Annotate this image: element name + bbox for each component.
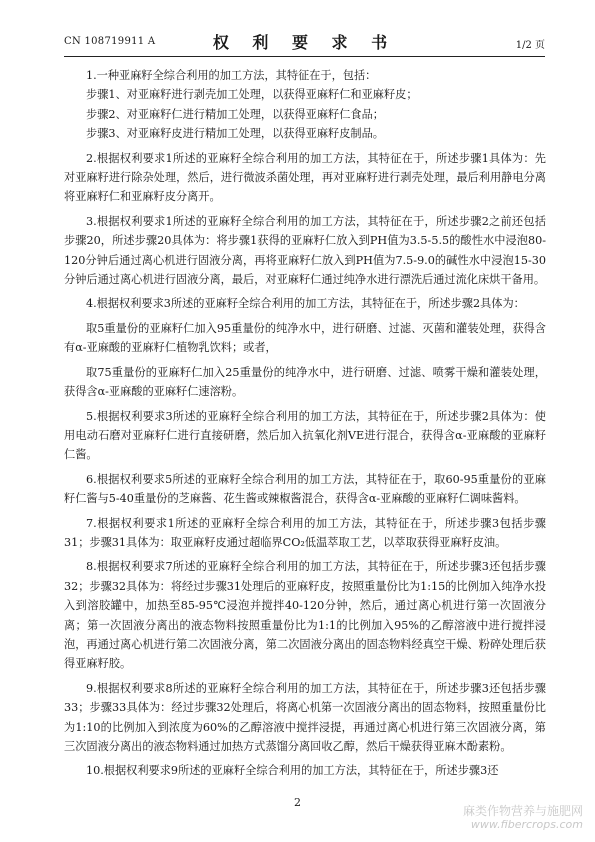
page-number: 2 [294, 796, 301, 809]
claim-7: 7.根据权利要求1所述的亚麻籽全综合利用的加工方法，其特征在于，所述步骤3包括步骤31；步骤31具体为：取亚麻籽皮通过超临界CO₂低温萃取工艺，以萃取获得亚麻籽皮油。 [64, 516, 546, 549]
claim-8: 8.根据权利要求7所述的亚麻籽全综合利用的加工方法，其特征在于，所述步骤3还包括步骤32；步骤32具体为：将经过步骤31处理后的亚麻籽皮，按照重量份比为1:15的比例加入纯净水投入到溶胶罐中，加热至85-95℃浸泡并搅拌40-120分钟，然后，通过离心机进行第一次固液分离；第一次固液分离出的液态物料按照重量份比为1:1的比例加入95%的乙醇溶液中进行搅拌浸泡，再通过离心机进行第二次固液分离，第二次固液分离出的固态物料经真空干燥、粉碎处理后获得亚麻籽胶。 [64, 560, 546, 671]
page-count: 1/2 页 [515, 40, 545, 51]
publication-number: CN 108719911 A [64, 36, 156, 47]
claim-4-option-b: 取75重量份的亚麻籽仁加入25重量份的纯净水中，进行研磨、过滤、喷雾干燥和灌装处理，获得含α-亚麻酸的亚麻籽仁速溶粉。 [64, 365, 546, 399]
claim-2: 2.根据权利要求1所述的亚麻籽全综合利用的加工方法，其特征在于，所述步骤1具体为：先对亚麻籽进行除杂处理，然后，进行微波杀菌处理，再对亚麻籽进行剥壳处理，最后利用静电分离将亚麻籽仁和亚麻籽皮分离开。 [64, 151, 546, 204]
claim-1-step-1: 步骤1、对亚麻籽进行剥壳加工处理，以获得亚麻籽仁和亚麻籽皮； [86, 88, 418, 102]
claim-1-step-3: 步骤3、对亚麻籽皮进行精加工处理，以获得亚麻籽皮制品。 [86, 127, 384, 141]
document-title: 权 利 要 求 书 [212, 33, 397, 52]
claims-body [64, 66, 546, 786]
claim-3: 3.根据权利要求1所述的亚麻籽全综合利用的加工方法，其特征在于，所述步骤2之前还包括步骤20，所述步骤20具体为：将步骤1获得的亚麻籽仁放入到PH值为3.5-5.5的酸性水中浸泡80-120分钟后通过离心机进行固液分离，再将亚麻籽仁放入到PH值为7.5-9.0的碱性水中浸泡15-30分钟后通过离心机进行固液分离，最后，对亚麻籽仁通过纯净水进行漂洗后通过流化床烘干备用。 [64, 214, 546, 287]
page-header [64, 26, 545, 57]
claim-4: 4.根据权利要求3所述的亚麻籽全综合利用的加工方法，其特征在于，所述步骤2具体为： [86, 297, 525, 311]
claim-1-step-2: 步骤2、对亚麻籽仁进行精加工处理，以获得亚麻籽仁食品； [86, 107, 384, 121]
watermark-site-name: 麻类作物营养与施肥网 [462, 804, 583, 818]
watermark-url: www.fibercrops.com [470, 818, 583, 831]
watermark [463, 805, 583, 831]
claim-10: 10.根据权利要求9所述的亚麻籽全综合利用的加工方法，其特征在于，所述步骤3还 [86, 764, 499, 778]
claim-1: 1.一种亚麻籽全综合利用的加工方法，其特征在于，包括： [86, 69, 377, 82]
claim-5: 5.根据权利要求3所述的亚麻籽全综合利用的加工方法，其特征在于，所述步骤2具体为：使用电动石磨对亚麻籽仁进行直接研磨，然后加入抗氧化剂VE进行混合，获得含α-亚麻酸的亚麻籽仁酱。 [64, 409, 546, 462]
claim-9: 9.根据权利要求8所述的亚麻籽全综合利用的加工方法，其特征在于，所述步骤3还包括步骤33；步骤33具体为：经过步骤32处理后，将离心机第一次固液分离出的固态物料，按照重量份比为1:10的比例加入到浓度为60%的乙醇溶液中搅拌浸提，再通过离心机进行第三次固液分离，第三次固液分离出的液态物料通过加热方式蒸馏分离回收乙醇，然后干燥获得亚麻木酚素粉。 [64, 681, 546, 753]
claim-4-option-a: 取5重量份的亚麻籽仁加入95重量份的纯净水中，进行研磨、过滤、灭菌和灌装处理，获得含有α-亚麻酸的亚麻籽仁植物乳饮料；或者， [64, 321, 546, 355]
claim-6: 6.根据权利要求5所述的亚麻籽全综合利用的加工方法，其特征在于，取60-95重量份的亚麻籽仁酱与5-40重量份的芝麻酱、花生酱或辣椒酱混合，获得含α-亚麻酸的亚麻籽仁调味酱料。 [64, 472, 546, 506]
